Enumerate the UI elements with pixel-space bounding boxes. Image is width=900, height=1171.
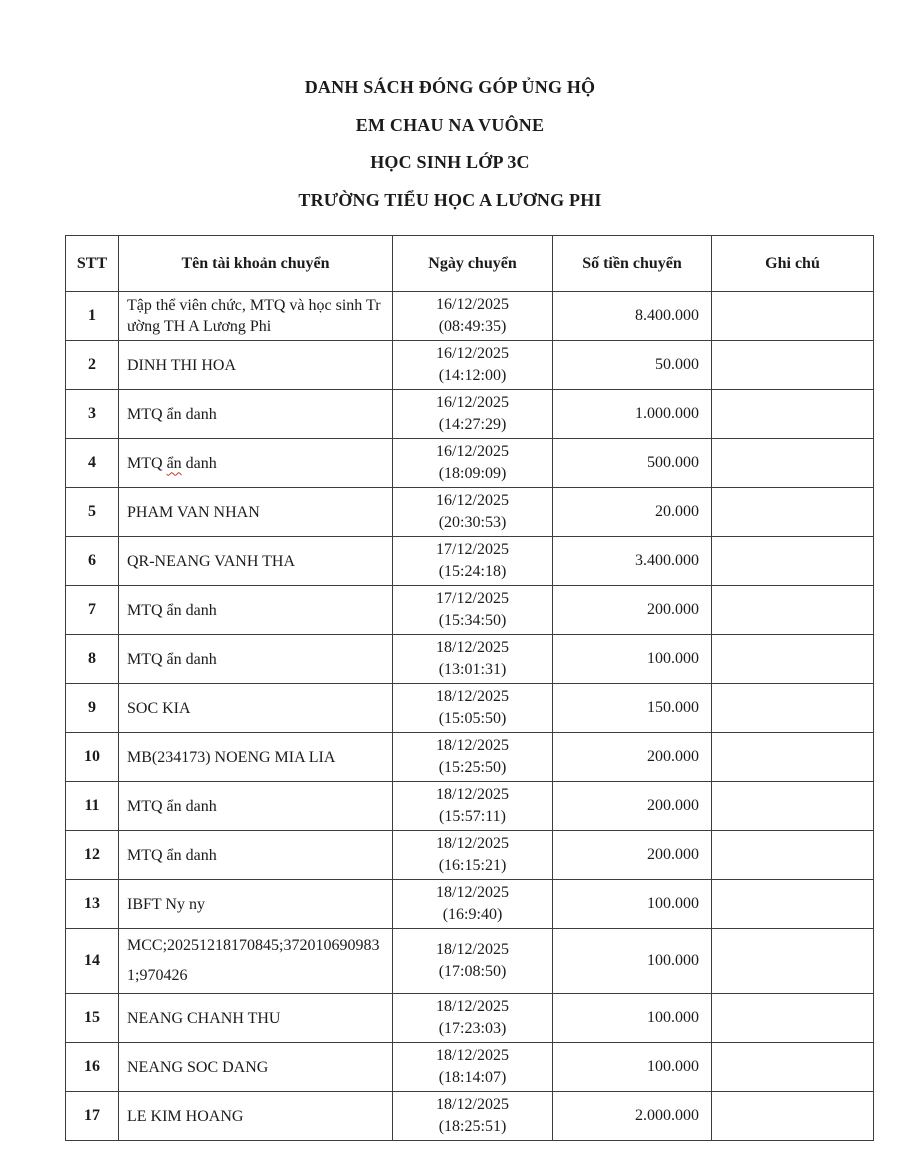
table-row bbox=[66, 684, 874, 733]
cell-account-name: MTQ ẩn danh bbox=[119, 635, 393, 684]
table-row bbox=[66, 929, 874, 994]
transfer-time-line: (08:49:35) bbox=[438, 318, 507, 335]
cell-transfer-date bbox=[393, 929, 553, 994]
cell-amount: 200.000 bbox=[553, 733, 712, 782]
misspelling-squiggle: ẩn bbox=[166, 454, 182, 472]
cell-stt: 14 bbox=[66, 929, 119, 994]
transfer-date-line: 16/12/2025 bbox=[436, 492, 509, 509]
header-row bbox=[66, 236, 874, 292]
table-row bbox=[66, 586, 874, 635]
table-row bbox=[66, 390, 874, 439]
cell-note bbox=[712, 684, 874, 733]
cell-account-name: MTQ ẩn danh bbox=[119, 586, 393, 635]
transfer-date-line: 16/12/2025 bbox=[436, 345, 509, 362]
cell-transfer-date bbox=[393, 292, 553, 341]
cell-note bbox=[712, 586, 874, 635]
title-line-2: EM CHAU NA VUÔNE bbox=[355, 114, 545, 135]
cell-transfer-date bbox=[393, 831, 553, 880]
title-line-1: DANH SÁCH ĐÓNG GÓP ỦNG HỘ bbox=[304, 77, 596, 97]
cell-note bbox=[712, 994, 874, 1043]
cell-stt: 6 bbox=[66, 537, 119, 586]
donation-table-body bbox=[66, 292, 874, 1141]
cell-stt: 11 bbox=[66, 782, 119, 831]
transfer-time-line: (18:25:51) bbox=[438, 1118, 507, 1135]
transfer-time-line: (15:34:50) bbox=[438, 612, 507, 629]
cell-account-name: NEANG SOC DANG bbox=[119, 1043, 393, 1092]
cell-transfer-date bbox=[393, 1092, 553, 1141]
transfer-date-line: 18/12/2025 bbox=[436, 835, 509, 852]
table-row bbox=[66, 439, 874, 488]
cell-stt: 12 bbox=[66, 831, 119, 880]
transfer-date-line: 18/12/2025 bbox=[436, 639, 509, 656]
cell-stt: 17 bbox=[66, 1092, 119, 1141]
cell-note bbox=[712, 782, 874, 831]
cell-note bbox=[712, 390, 874, 439]
table-row bbox=[66, 994, 874, 1043]
cell-account-name: SOC KIA bbox=[119, 684, 393, 733]
transfer-time-line: (14:27:29) bbox=[438, 416, 507, 433]
transfer-date-line: 18/12/2025 bbox=[436, 884, 509, 901]
cell-amount: 150.000 bbox=[553, 684, 712, 733]
cell-amount: 20.000 bbox=[553, 488, 712, 537]
cell-note bbox=[712, 537, 874, 586]
transfer-date-line: 16/12/2025 bbox=[436, 443, 509, 460]
transfer-date-line: 18/12/2025 bbox=[436, 941, 509, 958]
cell-amount: 1.000.000 bbox=[553, 390, 712, 439]
transfer-time-line: (15:57:11) bbox=[439, 808, 506, 825]
transfer-time-line: (15:05:50) bbox=[438, 710, 507, 727]
table-row bbox=[66, 782, 874, 831]
cell-amount: 100.000 bbox=[553, 994, 712, 1043]
cell-transfer-date bbox=[393, 586, 553, 635]
transfer-time-line: (15:25:50) bbox=[438, 759, 507, 776]
cell-account-name: PHAM VAN NHAN bbox=[119, 488, 393, 537]
cell-account-name: MTQ ẩn danh bbox=[119, 439, 393, 488]
cell-amount: 200.000 bbox=[553, 782, 712, 831]
header-note: Ghi chú bbox=[712, 236, 874, 292]
cell-transfer-date bbox=[393, 488, 553, 537]
cell-stt: 10 bbox=[66, 733, 119, 782]
cell-amount: 100.000 bbox=[553, 880, 712, 929]
cell-note bbox=[712, 635, 874, 684]
transfer-time-line: (14:12:00) bbox=[438, 367, 507, 384]
cell-stt: 5 bbox=[66, 488, 119, 537]
cell-stt: 7 bbox=[66, 586, 119, 635]
table-row bbox=[66, 537, 874, 586]
cell-transfer-date bbox=[393, 635, 553, 684]
header-stt: STT bbox=[66, 236, 119, 292]
transfer-time-line: (16:15:21) bbox=[438, 857, 507, 874]
cell-transfer-date bbox=[393, 341, 553, 390]
donation-table bbox=[65, 235, 874, 1141]
cell-amount: 200.000 bbox=[553, 586, 712, 635]
table-row bbox=[66, 635, 874, 684]
cell-amount: 500.000 bbox=[553, 439, 712, 488]
cell-amount: 8.400.000 bbox=[553, 292, 712, 341]
cell-note bbox=[712, 1092, 874, 1141]
cell-transfer-date bbox=[393, 439, 553, 488]
cell-transfer-date bbox=[393, 782, 553, 831]
cell-stt: 2 bbox=[66, 341, 119, 390]
transfer-date-line: 18/12/2025 bbox=[436, 688, 509, 705]
cell-amount: 100.000 bbox=[553, 1043, 712, 1092]
cell-transfer-date bbox=[393, 390, 553, 439]
cell-transfer-date bbox=[393, 880, 553, 929]
cell-note bbox=[712, 439, 874, 488]
cell-account-name: QR-NEANG VANH THA bbox=[119, 537, 393, 586]
cell-account-name: Tập thể viên chức, MTQ và học sinh Trường TH A Lương Phi bbox=[119, 292, 393, 341]
table-row bbox=[66, 733, 874, 782]
cell-note bbox=[712, 929, 874, 994]
cell-amount: 3.400.000 bbox=[553, 537, 712, 586]
table-row bbox=[66, 1043, 874, 1092]
transfer-date-line: 18/12/2025 bbox=[436, 786, 509, 803]
cell-stt: 9 bbox=[66, 684, 119, 733]
cell-account-name: MCC;20251218170845;3720106909831;970426 bbox=[119, 929, 393, 994]
cell-account-name: LE KIM HOANG bbox=[119, 1092, 393, 1141]
table-row bbox=[66, 831, 874, 880]
cell-amount: 100.000 bbox=[553, 635, 712, 684]
cell-account-name: DINH THI HOA bbox=[119, 341, 393, 390]
cell-account-name: NEANG CHANH THU bbox=[119, 994, 393, 1043]
cell-amount: 100.000 bbox=[553, 929, 712, 994]
cell-transfer-date bbox=[393, 1043, 553, 1092]
cell-stt: 16 bbox=[66, 1043, 119, 1092]
title-line-4: TRƯỜNG TIỂU HỌC A LƯƠNG PHI bbox=[298, 189, 602, 210]
cell-transfer-date bbox=[393, 537, 553, 586]
cell-note bbox=[712, 292, 874, 341]
table-row bbox=[66, 292, 874, 341]
transfer-time-line: (13:01:31) bbox=[438, 661, 507, 678]
cell-stt: 3 bbox=[66, 390, 119, 439]
transfer-time-line: (17:23:03) bbox=[438, 1020, 507, 1037]
cell-account-name: MTQ ẩn danh bbox=[119, 782, 393, 831]
cell-note bbox=[712, 831, 874, 880]
transfer-time-line: (17:08:50) bbox=[438, 963, 507, 980]
transfer-date-line: 18/12/2025 bbox=[436, 737, 509, 754]
cell-amount: 200.000 bbox=[553, 831, 712, 880]
cell-stt: 1 bbox=[66, 292, 119, 341]
cell-note bbox=[712, 880, 874, 929]
cell-stt: 15 bbox=[66, 994, 119, 1043]
cell-note bbox=[712, 488, 874, 537]
cell-account-name: MTQ ẩn danh bbox=[119, 390, 393, 439]
transfer-date-line: 16/12/2025 bbox=[436, 394, 509, 411]
header-date: Ngày chuyển bbox=[393, 236, 553, 292]
cell-stt: 13 bbox=[66, 880, 119, 929]
transfer-date-line: 16/12/2025 bbox=[436, 296, 509, 313]
title-line-3: HỌC SINH LỚP 3C bbox=[370, 152, 530, 172]
cell-transfer-date bbox=[393, 684, 553, 733]
header-name: Tên tài khoản chuyển bbox=[119, 236, 393, 292]
header-amount: Số tiền chuyển bbox=[553, 236, 712, 292]
transfer-date-line: 18/12/2025 bbox=[436, 1047, 509, 1064]
cell-note bbox=[712, 341, 874, 390]
transfer-date-line: 18/12/2025 bbox=[436, 1096, 509, 1113]
cell-transfer-date bbox=[393, 994, 553, 1043]
donation-table-header bbox=[66, 236, 874, 292]
transfer-time-line: (20:30:53) bbox=[438, 514, 507, 531]
cell-stt: 8 bbox=[66, 635, 119, 684]
table-row bbox=[66, 1092, 874, 1141]
document-title-block bbox=[0, 78, 900, 228]
cell-stt: 4 bbox=[66, 439, 119, 488]
cell-amount: 2.000.000 bbox=[553, 1092, 712, 1141]
transfer-date-line: 17/12/2025 bbox=[436, 541, 509, 558]
transfer-time-line: (18:14:07) bbox=[438, 1069, 507, 1086]
cell-account-name: IBFT Ny ny bbox=[119, 880, 393, 929]
cell-note bbox=[712, 733, 874, 782]
cell-account-name: MTQ ẩn danh bbox=[119, 831, 393, 880]
transfer-time-line: (16:9:40) bbox=[442, 906, 503, 923]
transfer-date-line: 18/12/2025 bbox=[436, 998, 509, 1015]
table-row bbox=[66, 341, 874, 390]
cell-amount: 50.000 bbox=[553, 341, 712, 390]
table-row bbox=[66, 880, 874, 929]
transfer-time-line: (15:24:18) bbox=[438, 563, 507, 580]
table-row bbox=[66, 488, 874, 537]
cell-note bbox=[712, 1043, 874, 1092]
cell-transfer-date bbox=[393, 733, 553, 782]
transfer-time-line: (18:09:09) bbox=[438, 465, 507, 482]
cell-account-name: MB(234173) NOENG MIA LIA bbox=[119, 733, 393, 782]
transfer-date-line: 17/12/2025 bbox=[436, 590, 509, 607]
